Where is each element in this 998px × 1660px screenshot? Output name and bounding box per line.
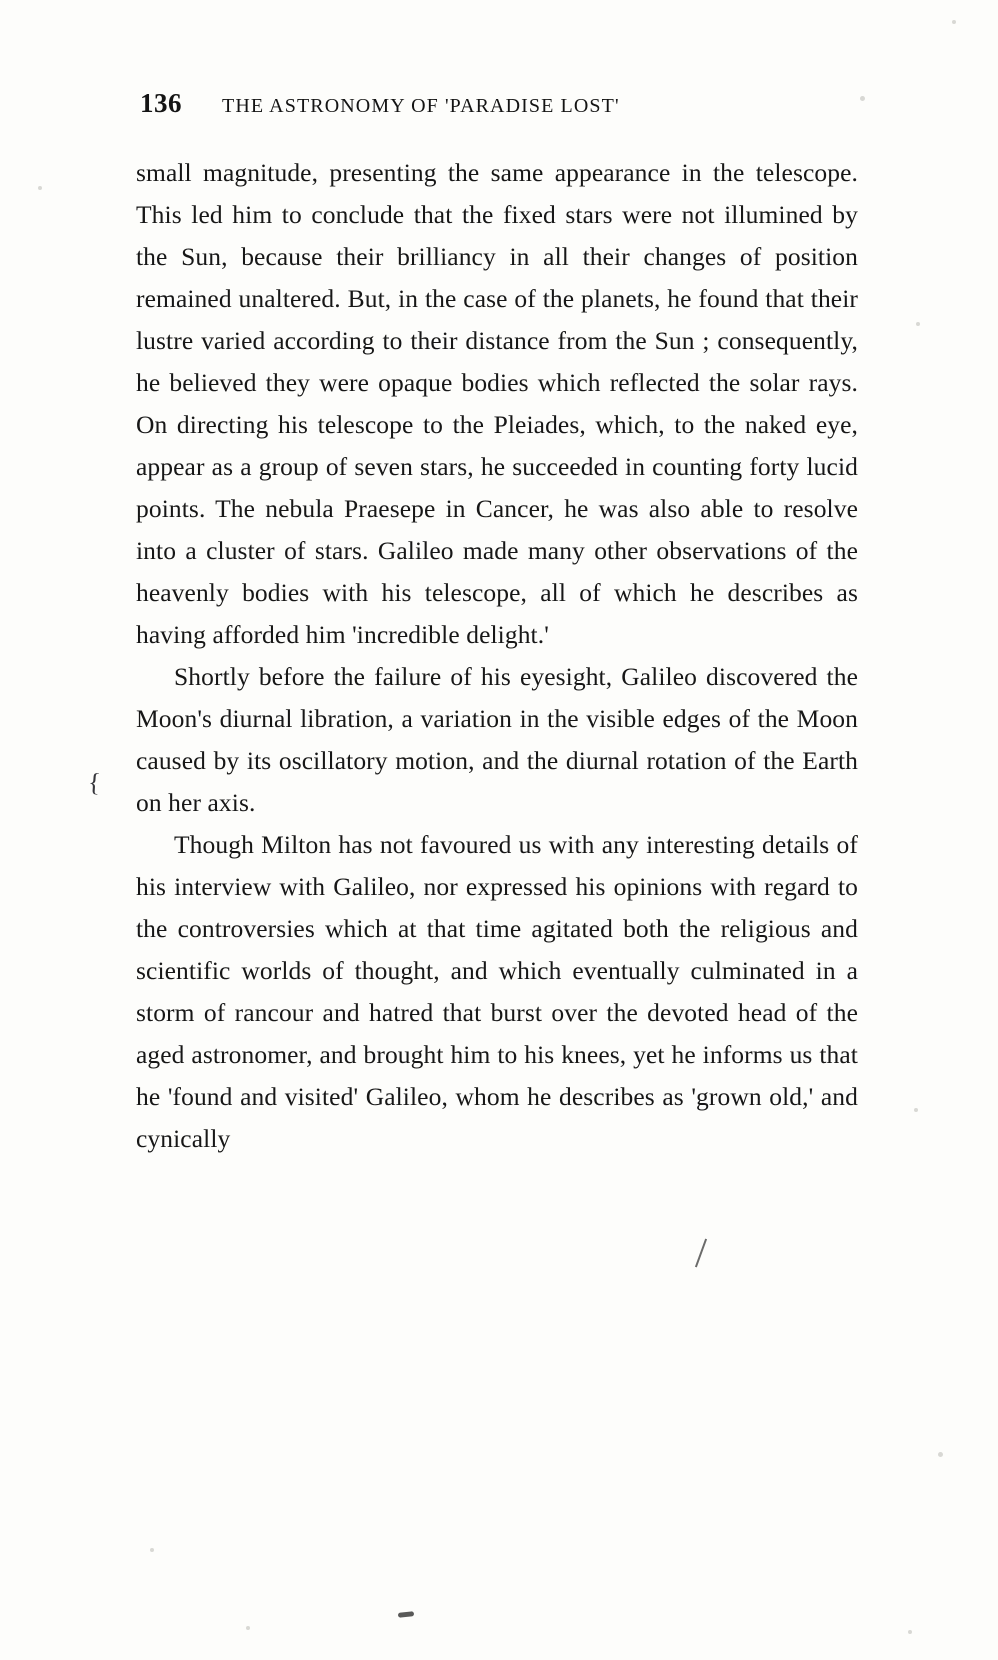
paragraph: Shortly before the failure of his eyesight, Galileo discovered the Moon's diurnal libration, a variation in the visible edges of the Moon caused by its oscillatory motion, and the diurnal rotation of the Earth on her axis.: [136, 662, 858, 817]
scan-speck: [246, 1626, 250, 1630]
scan-speck: [860, 96, 865, 101]
page-header: [140, 88, 860, 119]
running-title: THE ASTRONOMY OF 'PARADISE LOST': [222, 95, 620, 117]
ink-smudge: [398, 1611, 414, 1618]
scan-speck: [908, 1630, 912, 1634]
scan-speck: [150, 1548, 154, 1552]
marginal-annotation-mark: {: [87, 767, 102, 798]
pen-stroke-mark: [695, 1239, 707, 1268]
scan-speck: [916, 322, 920, 326]
paragraph: Though Milton has not favoured us with any interesting details of his interview with Galileo, nor expressed his opinions with regard to the controversies which at that time agitated both the religious and scientific worlds of thought, and which eventually culminated in a storm of rancour and hatred that burst over the devoted head of the aged astronomer, and brought him to his knees, yet he informs us that he 'found and visited' Galileo, whom he describes as 'grown old,' and cynically: [136, 830, 858, 1153]
page-body: [136, 152, 858, 1160]
scan-speck: [914, 1108, 918, 1112]
paragraph: small magnitude, presenting the same appearance in the telescope. This led him to conclude that the fixed stars were not illumined by the Sun, because their brilliancy in all their changes of position remained unaltered. But, in the case of the planets, he found that their lustre varied according to their distance from the Sun ; consequently, he believed they were opaque bodies which reflected the solar rays. On directing his telescope to the Pleiades, which, to the naked eye, appear as a group of seven stars, he succeeded in counting forty lucid points. The nebula Praesepe in Cancer, he was also able to resolve into a cluster of stars. Galileo made many other observations of the heavenly bodies with his telescope, all of which he describes as having afforded him 'incredible delight.': [136, 158, 858, 649]
scan-speck: [938, 1452, 943, 1457]
page-number: 136: [140, 88, 182, 118]
scan-speck: [952, 20, 956, 24]
scan-speck: [38, 186, 42, 190]
